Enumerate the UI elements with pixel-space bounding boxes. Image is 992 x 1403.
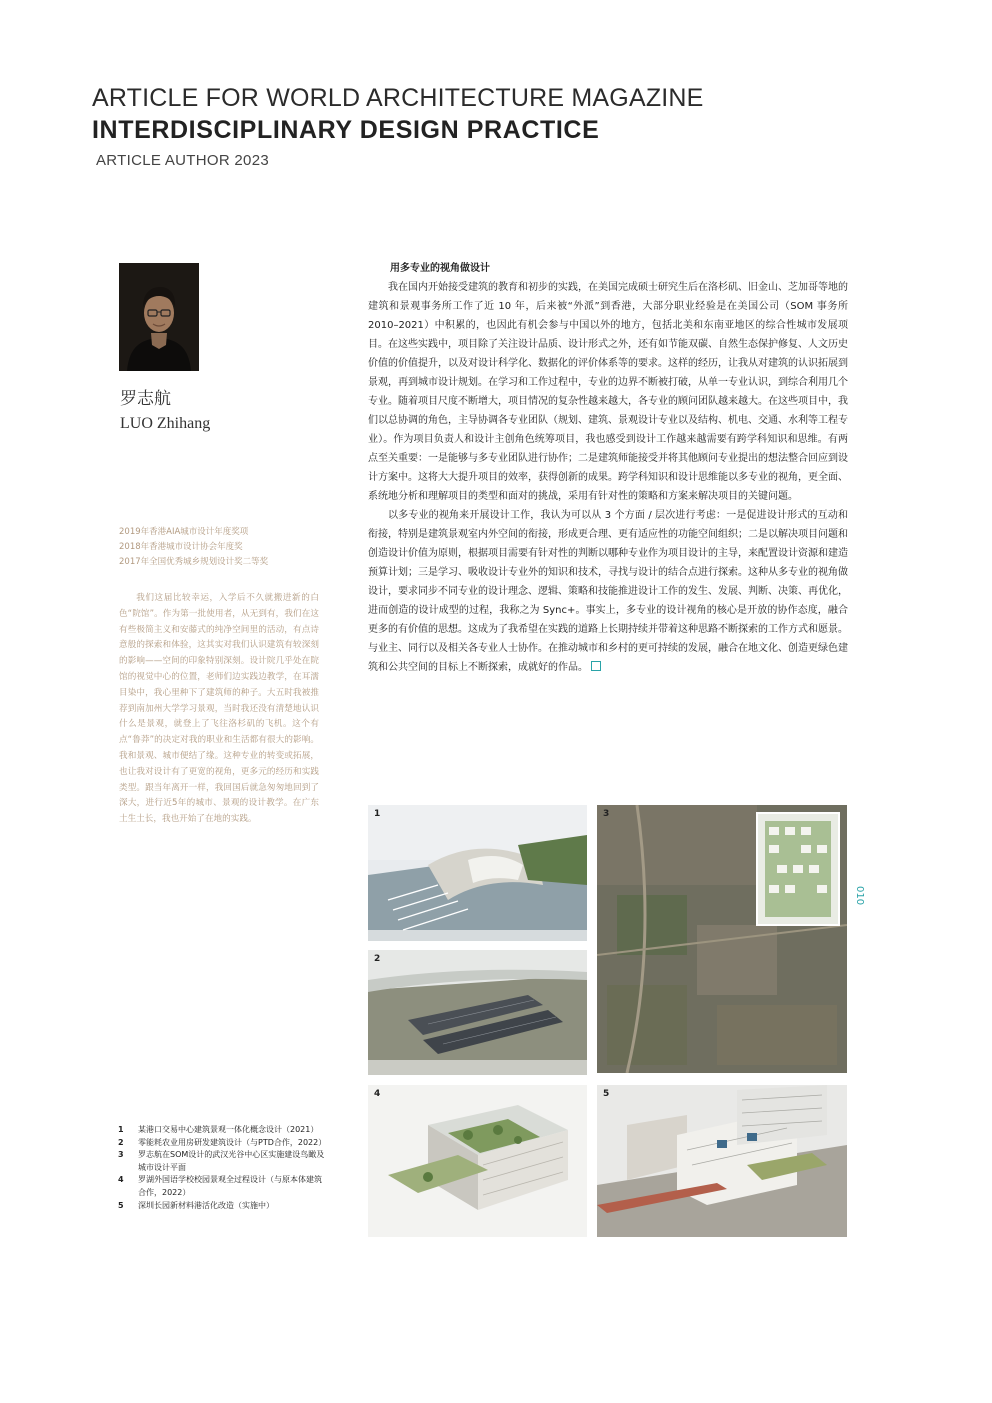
caption-item	[118, 1124, 328, 1137]
award-item: 2017年全国优秀城乡规划设计奖二等奖	[119, 557, 269, 567]
page-number: 010	[854, 886, 865, 906]
caption-item	[118, 1174, 328, 1199]
end-of-article-icon	[591, 661, 601, 671]
image-number: 1	[374, 809, 381, 819]
caption-number: 5	[118, 1200, 124, 1210]
caption-item	[118, 1200, 328, 1213]
project-image-4	[368, 1085, 587, 1237]
author-name-chinese: 罗志航	[120, 389, 171, 409]
project-image-3	[597, 805, 847, 1073]
article-paragraph-text: 以多专业的视角来开展设计工作，我认为可以从 3 个方面 / 层次进行考虑：一是促进设计形式的互动和衔接，特别是建筑景观室内外空间的衔接，形成更合理、更有适应性的功能空间组织；二是以解决项目问题和创造设计价值为原则，根据项目需要有针对性的判断以哪种专业作为项目设计的主导，来配置设计资源和建造预算计划；三是学习、吸收设计专业外的知识和技术，寻找与设计的结合点进行探索。这种从多专业的视角做设计，要求同步不同专业的设计理念、逻辑、策略和技能推进设计工作的发生、发展、判断、决策、再优化，进而创造的设计成型的过程，我称之为 Sync+。事实上，多专业的设计视角的核心是开放的协作态度，融合更多的有价值的思想。这成为了我希望在实践的道路上长期持续并带着这种思路不断探索的工作方式和愿景。与业主、同行以及相关各专业人士协作。在推动城市和乡村的更可持续的发展，融合在地文化、创造更绿色建筑和公共空间的目标上不断探索，成就好的作品。	[368, 510, 848, 673]
image-number: 5	[603, 1089, 610, 1099]
caption-number: 1	[118, 1125, 124, 1134]
article-title: INTERDISCIPLINARY DESIGN PRACTICE	[92, 116, 600, 144]
caption-item	[118, 1149, 328, 1174]
article-paragraph: 我在国内开始接受建筑的教育和初步的实践，在美国完成硕士研究生后在洛杉矶、旧金山、芝加哥等地的建筑和景观事务所工作了近 10 年，后来被“外派”到香港，大部分职业经验是在美国公司（SOM 事务所 2010–2021）中积累的，也因此有机会参与中国以外的地方，包括北美和东南亚地区的综合性城市发展项目。在这些实践中，项目除了关注设计品质、设计形式之外，还有如节能双碳、自然生态保护修复、人文历史价值的价值提升，以及对设计科学化、数据化的评价体系等的要求。这样的经历，让我从对建筑的认识拓展到景观，再到城市设计规划。在学习和工作过程中，专业的边界不断被打破，从单一专业认识，到综合利用几个专业。随着项目尺度不断增大，项目情况的复杂性越来越大，各专业的顾问团队越来越大。在这些项目中，我们以总协调的角色，主导协调各专业团队（规划、建筑、景观设计专业以及结构、机电、交通、水利等工程专业）。作为项目负责人和设计主创角色统筹项目，我也感受到设计工作越来越需要有跨学科知识和思维。有两点至关重要：一是能够与多专业团队进行协作；二是建筑师能接受并将其他顾问专业提出的想法整合回应到设计方案中。这将大大提升项目的效率，获得创新的成果。跨学科知识和设计思维能以多专业的视角，更全面、系统地分析和理解项目的类型和面对的挑战，采用有针对性的策略和方案来解决项目的关键问题。	[368, 282, 848, 502]
image-number: 3	[603, 809, 610, 819]
caption-text: 罗志航在SOM设计的武汉光谷中心区实施建设鸟瞰及城市设计平面	[138, 1150, 325, 1172]
caption-text: 某港口交易中心建筑景观一体化概念设计（2021）	[138, 1125, 319, 1134]
image-number: 2	[374, 954, 381, 964]
awards-list	[119, 525, 319, 570]
caption-text: 零能耗农业用房研发建筑设计（与PTD合作，2022）	[138, 1137, 327, 1147]
caption-text: 深圳长园新材料港活化改造（实施中）	[138, 1200, 274, 1210]
project-image-2	[368, 950, 587, 1075]
article-body	[368, 260, 848, 677]
article-heading: 用多专业的视角做设计	[390, 263, 490, 274]
caption-text: 罗湖外国语学校校园景观全过程设计（与原本体建筑合作，2022）	[138, 1175, 322, 1197]
author-bio: 我们这届比较幸运，入学后不久就搬进新的白色“院馆”。作为第一批使用者，从无到有，我们在这有些极简主义和安藤式的纯净空间里的活动，有点诗意般的探索和体验，这其实对我们认识建筑有较深刻的影响——空间的印象特别深刻。设计院几乎处在院馆的视觉中心的位置，老师们边实践边教学，在耳濡目染中，我心里种下了建筑师的种子。大五时我被推荐到南加州大学学习景观，当时我还没有清楚地认识什么是景观，就登上了飞往洛杉矶的飞机。这个有点“鲁莽”的决定对我的职业和生活都有很大的影响。我和景观、城市便结了缘。这种专业的转变或拓展，也让我对设计有了更宽的视角，更多元的经历和实践类型。跟当年离开一样，我回国后就急匆匆地回到了深大，进行近5年的城市、景观的设计教学。在广东土生土长，我也开始了在地的实践。	[119, 593, 319, 825]
image-captions	[118, 1124, 328, 1212]
article-byline: ARTICLE AUTHOR 2023	[96, 152, 269, 169]
author-portrait	[119, 263, 199, 371]
caption-number: 3	[118, 1150, 124, 1160]
caption-number: 4	[118, 1175, 124, 1185]
project-image-5	[597, 1085, 847, 1237]
image-number: 4	[374, 1089, 381, 1099]
project-image-1	[368, 805, 587, 941]
award-item: 2018年香港城市设计协会年度奖	[119, 542, 243, 552]
magazine-title: ARTICLE FOR WORLD ARCHITECTURE MAGAZINE	[92, 84, 704, 112]
article-paragraph	[368, 506, 848, 677]
award-item: 2019年香港AIA城市设计年度奖项	[119, 527, 249, 537]
caption-number: 2	[118, 1137, 124, 1147]
caption-item	[118, 1137, 328, 1150]
author-name-english: LUO Zhihang	[120, 415, 211, 432]
